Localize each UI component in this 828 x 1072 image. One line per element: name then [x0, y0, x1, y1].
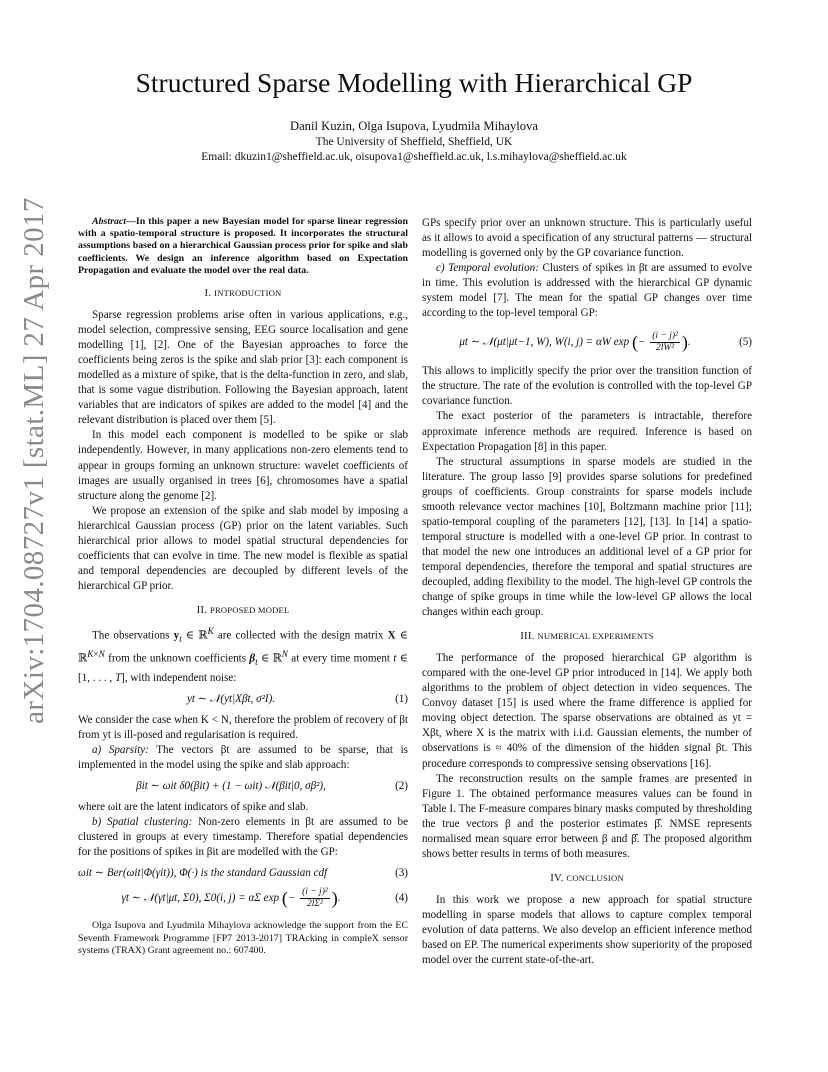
- subsection-label: c) Temporal evolution:: [436, 262, 539, 275]
- section-number: II.: [196, 603, 210, 616]
- section-heading-introduction: [78, 286, 408, 301]
- denominator: 2lW²: [655, 343, 675, 354]
- text-run: Clusters of spikes in βt are assumed to evolve in time. This evolution is addressed with the hierarchical GP dynamic system model [7]. The mean for the spatial GP changes over time according to the top-level temporal GP:: [422, 262, 752, 320]
- section-title: PROPOSED MODEL: [209, 604, 290, 615]
- section-heading-conclusion: [422, 871, 752, 886]
- paper-affiliation: The University of Sheffield, Sheffield, UK: [315, 136, 513, 148]
- acknowledgement: Olga Isupova and Lyudmila Mihaylova acknowledge the support from the EC Seventh Framework Programme [FP7 2013-2017] TRAcking in compleX sensor systems (TRAX) Grant agreement no.: 607400.: [78, 920, 408, 956]
- spatial-paragraph: [78, 815, 408, 860]
- equation-body: yt ∼ 𝒩(yt|Xβt, σ²I).: [186, 692, 276, 705]
- section-title: CONCLUSION: [566, 872, 624, 883]
- intro-paragraph-1: Sparse regression problems arise often in various applications, e.g., model selection, compressive sensing, EEG source localisation and gene modelling [1], [2]. One of the Bayesian approaches to force the coefficients being zeros is the spike and slab prior [3]: each component is modelled as a mixture of spike, that is the delta-function in zero, and slab, that is some vague distribution. Following the Bayesian approach, latent variables that are indicators of spikes are added to the model [4] and the relevant distribution is placed over them [5].: [78, 309, 408, 427]
- section-heading-proposed-model: [78, 603, 408, 618]
- paragraph-after-eq5: This allows to implicitly specify the prior over the transition function of the structure. The rate of the evolution is controlled with the top-level GP covariance function.: [422, 365, 752, 408]
- intro-paragraph-3: We propose an extension of the spike and slab model by imposing a hierarchical Gaussian process (GP) prior on the latent variables. Such hierarchical prior allows to model spatial structural dependencies for coefficients that can evolve in time. The new model is flexible as spatial and temporal dependencies are decoupled by different levels of the hierarchical GP prior.: [78, 504, 408, 592]
- exact-posterior-paragraph: The exact posterior of the parameters is intractable, therefore approximate inference methods are required. Inference is based on Expectation Propagation [8] in this paper.: [422, 410, 752, 453]
- model-paragraph-2: We consider the case when K < N, therefore the problem of recovery of βt from yt is ill-posed and regularisation is required.: [78, 714, 408, 742]
- model-paragraph-1: The observations $y_t$ ∈ ℝ$^K$ are collected with the design matrix X ∈ ℝ$^{K\times N}$ from the unknown coefficients $\beta_t$ ∈ ℝ$^N$ at every time moment t ∈ [1, . . . , T], with independent noise:: [78, 627, 408, 684]
- equation-number: (1): [395, 692, 408, 705]
- equation-number: (5): [739, 336, 752, 349]
- equation-body: ωit ∼ Ber(ωit|Φ(γit)), Φ(·) is the standard Gaussian cdf: [78, 867, 328, 880]
- right-column: [422, 216, 752, 968]
- equation-5: [422, 331, 752, 354]
- section-number: I.: [204, 287, 215, 300]
- section-number: III.: [520, 630, 538, 643]
- text-run: Non-zero elements in βt are assumed to be clustered in groups at every timestamp. Therefore spatial dependencies for the positions of spikes in βit are modelled with the GP:: [78, 816, 408, 859]
- text-run: are collected with the design matrix: [213, 629, 388, 642]
- paper-title: Structured Sparse Modelling with Hierarchical GP: [135, 67, 693, 98]
- equation-body: μt ∼ 𝒩(μt|μt−1, W), W(i, j) = αW exp (− $\frac{\text{(i − j)²}}{\text{2lW²}}$ ).: [459, 331, 691, 354]
- abstract-label: Abstract: [92, 216, 127, 227]
- equation-4: [78, 887, 408, 910]
- numerator: (i − j)²: [302, 887, 328, 898]
- section-title: NUMERICAL EXPERIMENTS: [537, 631, 654, 642]
- conclusion-paragraph: In this work we propose a new approach for spatial structure modelling in sparse models that allows to capture complex temporal evolution of data patterns. We also develop an efficient inference method based on EP. The numerical experiments show superiority of the proposed model over the current state-of-the-art.: [422, 893, 752, 967]
- arxiv-stamp: [8, 180, 60, 740]
- equation-number: (4): [395, 892, 408, 905]
- subsection-label: a) Sparsity:: [92, 744, 149, 757]
- denominator: 2lΣ²: [306, 899, 323, 910]
- abstract-text: —In this paper a new Bayesian model for sparse linear regression with a spatio-temporal structure is proposed. It incorporates the structural assumptions based on a hierarchical Gaussian process prior for spike and slab coefficients. We design an inference algorithm based on Expectation Propagation and evaluate the model over the real data.: [78, 216, 408, 276]
- structural-assumptions-paragraph: The structural assumptions in sparse models are studied in the literature. The group lasso [9] provides sparse solutions for predefined groups of coefficients. Group constraints for sparse models include smooth relevance vector machines [10], Boltzmann machine prior [11]; spatio-temporal coupling of the parameters [12], [13]. In [14] a spatio-temporal structure is modelled with a one-level GP prior. In contrast to that model the new one introduces an additional level of a GP prior for temporal dependencies, therefore the temporal and spatial structures are decoupled, adding flexibility to the model. The high-level GP controls the change of spike groups in time while the low-level GP allows the local changes within each group.: [422, 455, 752, 619]
- text-run: μt ∼ 𝒩(μt|μt−1, W), W(i, j) = αW exp: [459, 336, 630, 349]
- arxiv-stamp-text: arXiv:1704.08727v1 [stat.ML] 27 Apr 2017: [17, 196, 50, 724]
- equation-2-explanation: where ωit are the latent indicators of spike and slab.: [78, 801, 309, 814]
- continued-paragraph: GPs specify prior over an unknown structure. This is particularly useful as it allows to avoid a specification of any structural patterns — structural modelling is governed only by the GP covariance function.: [422, 217, 752, 260]
- equation-number: (3): [395, 867, 408, 880]
- abstract: [78, 216, 408, 277]
- text-run: at every time moment: [287, 652, 394, 665]
- text-run: from the unknown coefficients: [104, 652, 250, 665]
- equation-body: γt ∼ 𝒩(γt|μt, Σ0), Σ0(i, j) = αΣ exp (− $\frac{\text{(i − j)²}}{\text{2lΣ²}}$ ).: [121, 887, 341, 910]
- fraction: [650, 331, 680, 354]
- equation-2: [78, 779, 408, 794]
- equation-body: βit ∼ ωit δ0(βit) + (1 − ωit) 𝒩(βit|0, σβ²),: [136, 780, 326, 793]
- equation-1: [78, 692, 408, 707]
- text-run: The observations: [92, 629, 174, 642]
- section-heading-numerical-experiments: [422, 629, 752, 644]
- fraction: [300, 887, 330, 910]
- left-column: [78, 216, 408, 957]
- paper-email: Email: dkuzin1@sheffield.ac.uk, oisupova1@sheffield.ac.uk, l.s.mihaylova@sheffield.ac.uk: [201, 151, 627, 163]
- text-run: , with independent noise:: [124, 671, 237, 684]
- section-number: IV.: [550, 871, 567, 884]
- equation-3: [78, 866, 408, 881]
- subsection-label: b) Spatial clustering:: [92, 816, 193, 829]
- reconstruction-paragraph: The reconstruction results on the sample frames are presented in Figure 1. The obtained performance measures values can be found in Table I. The F-measure compares binary masks computed by thresholding the true vectors β and the posterior estimates β̂. NMSE represents normalised mean square error between β and β̂. The proposed algorithm shows better results in terms of both measures.: [422, 772, 752, 860]
- paper-authors: Danil Kuzin, Olga Isupova, Lyudmila Mihaylova: [290, 119, 538, 133]
- text-run: γt ∼ 𝒩(γt|μt, Σ0), Σ0(i, j) = αΣ exp: [121, 892, 280, 905]
- performance-paragraph: The performance of the proposed hierarchical GP algorithm is compared with the one-level GP prior introduced in [14]. We apply both algorithms to the problem of object detection in video sequences. The Convoy dataset [15] is used where the frame difference is applied for moving object detection. The sparse observations are obtained as yt = Xβt, where X is the matrix with i.i.d. Gaussian elements, the number of observations is ≈ 40% of the dimension of the hidden signal βt. This procedure corresponds to compressive sensing observations [16].: [422, 652, 752, 770]
- temporal-paragraph: [422, 261, 752, 321]
- text-run: The vectors βt are assumed to be sparse, that is implemented in the model using the spike and slab approach:: [78, 744, 408, 772]
- section-title: INTRODUCTION: [214, 288, 282, 299]
- numerator: (i − j)²: [652, 331, 678, 342]
- equation-number: (2): [395, 780, 408, 793]
- sparsity-paragraph: [78, 743, 408, 773]
- intro-paragraph-2: In this model each component is modelled to be spike or slab independently. However, in many applications non-zero elements tend to appear in groups forming an unknown structure: wavelet coefficients of images are usually organised in trees [6], chromosomes have a spatial structure along the genome [2].: [78, 429, 408, 502]
